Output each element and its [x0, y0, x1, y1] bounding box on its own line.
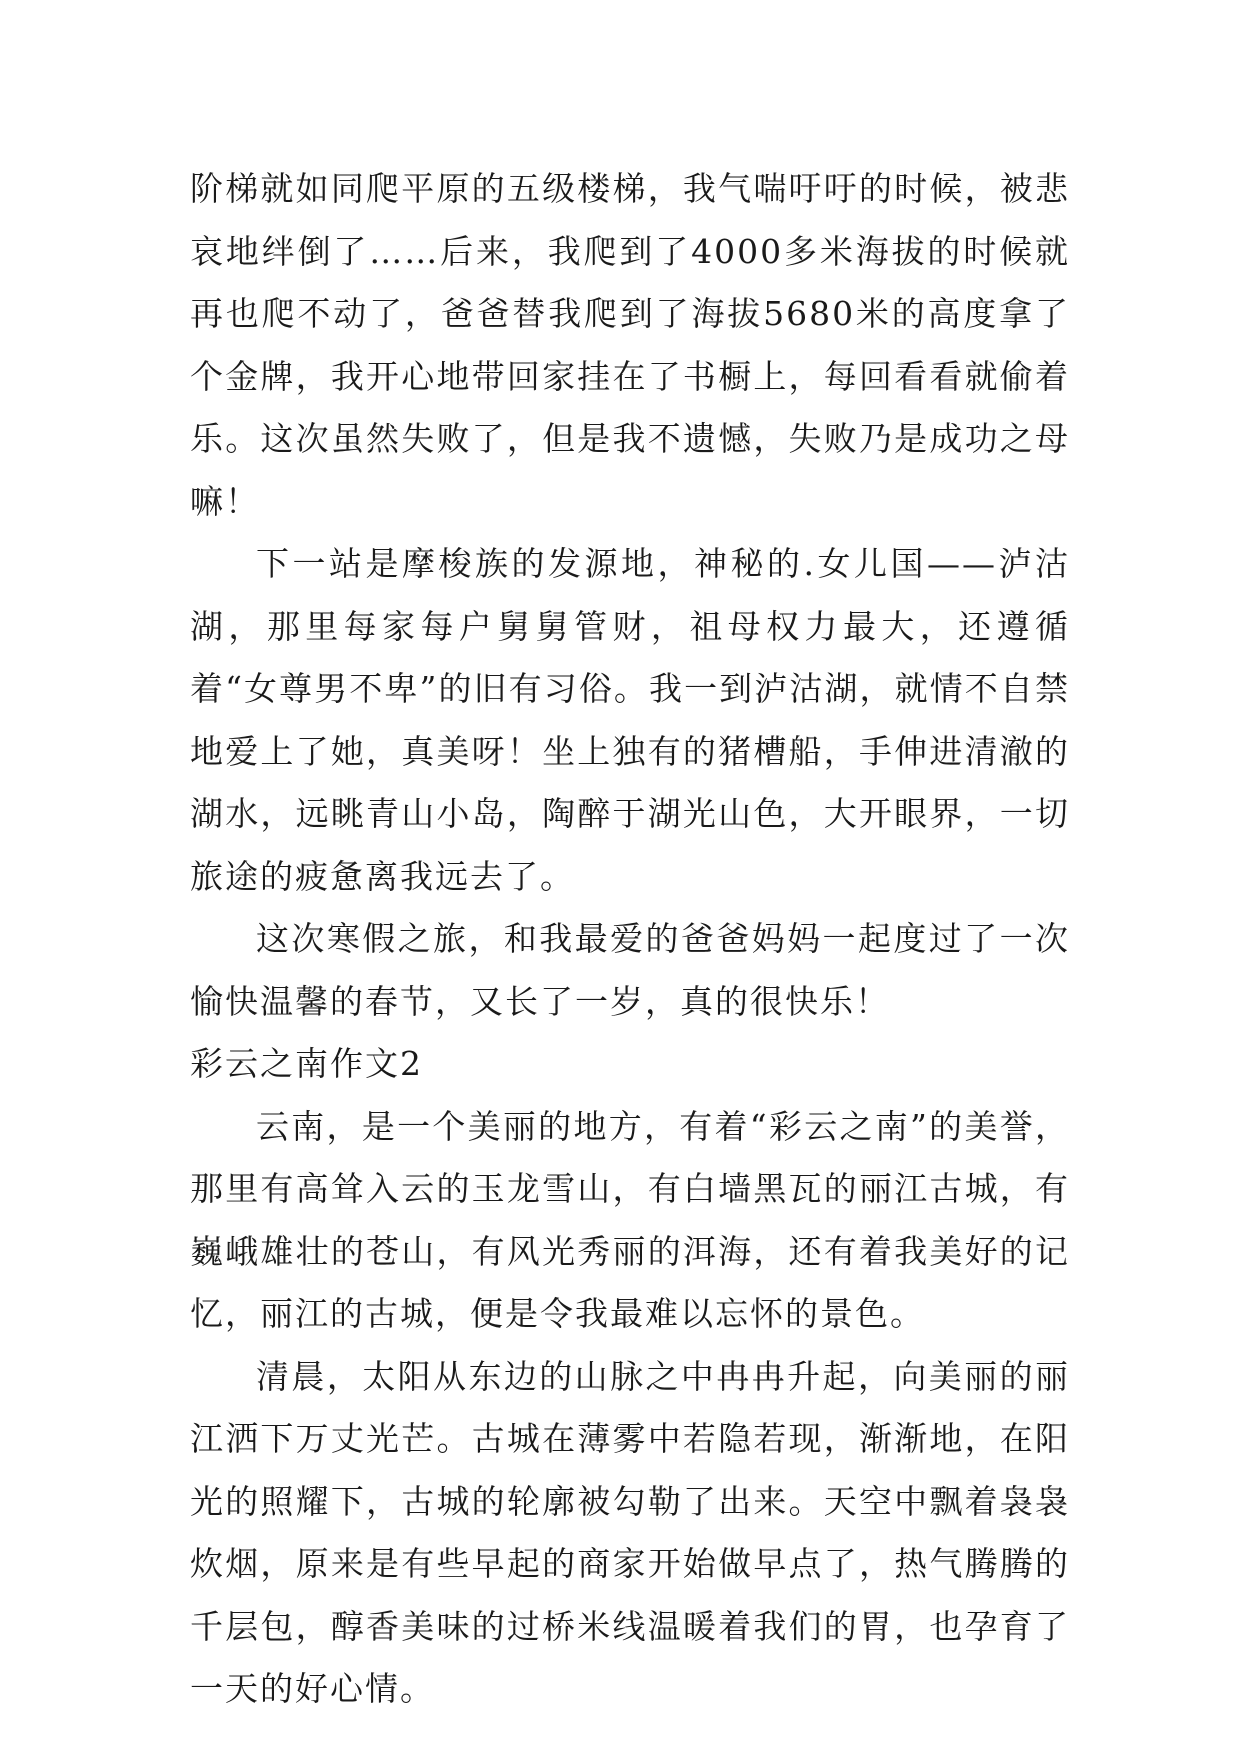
- document-body: [190, 158, 1070, 1721]
- section-title: 彩云之南作文2: [190, 1044, 423, 1083]
- paragraph-continued: 阶梯就如同爬平原的五级楼梯，我气喘吁吁的时候，被悲哀地绊倒了……后来，我爬到了4000多米海拔的时候就再也爬不动了，爸爸替我爬到了海拔5680米的高度拿了个金牌，我开心地带回家挂在了书橱上，每回看看就偷着乐。这次虽然失败了，但是我不遗憾，失败乃是成功之母嘛！: [190, 169, 1070, 521]
- paragraph-yunnan-intro: 云南，是一个美丽的地方，有着“彩云之南”的美誉，那里有高耸入云的玉龙雪山，有白墙黑瓦的丽江古城，有巍峨雄壮的苍山，有风光秀丽的洱海，还有着我美好的记忆，丽江的古城，便是令我最难以忘怀的景色。: [190, 1106, 1070, 1333]
- paragraph-morning-lijiang: 清晨，太阳从东边的山脉之中冉冉升起，向美丽的丽江洒下万丈光芒。古城在薄雾中若隐若现，渐渐地，在阳光的照耀下，古城的轮廓被勾勒了出来。天空中飘着袅袅炊烟，原来是有些早起的商家开始做早点了，热气腾腾的千层包，醇香美味的过桥米线温暖着我们的胃，也孕育了一天的好心情。: [190, 1356, 1070, 1708]
- paragraph-winter-trip: 这次寒假之旅，和我最爱的爸爸妈妈一起度过了一次愉快温馨的春节，又长了一岁，真的很快乐！: [190, 919, 1070, 1021]
- paragraph-lugu-lake: 下一站是摩梭族的发源地，神秘的.女儿国——泸沽湖，那里每家每户舅舅管财，祖母权力最大，还遵循着“女尊男不卑”的旧有习俗。我一到泸沽湖，就情不自禁地爱上了她，真美呀！坐上独有的猪槽船，手伸进清澈的湖水，远眺青山小岛，陶醉于湖光山色，大开眼界，一切旅途的疲惫离我远去了。: [190, 544, 1070, 896]
